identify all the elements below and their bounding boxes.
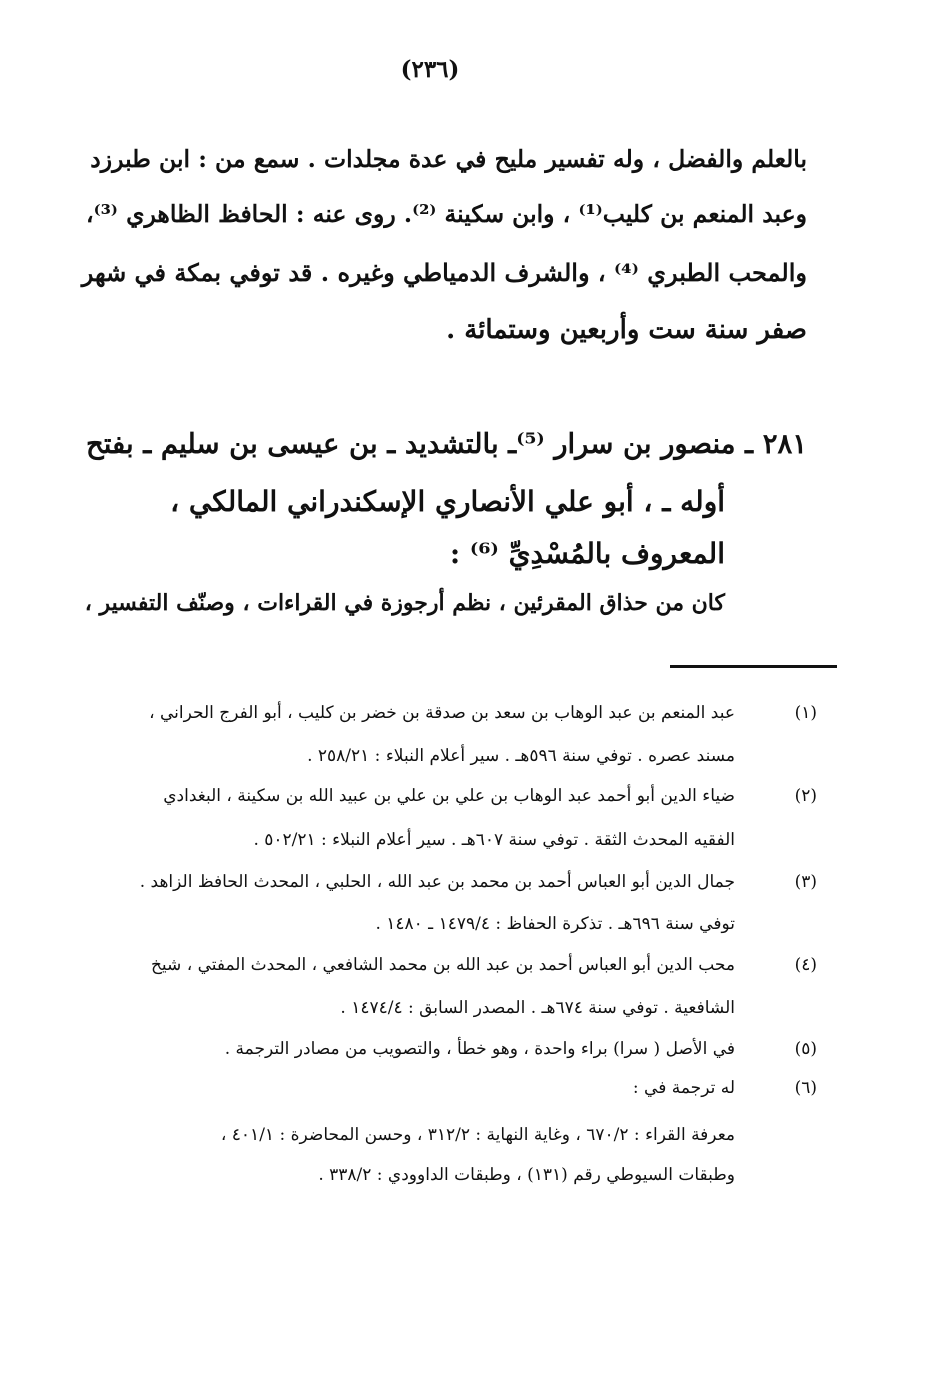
footnote-line: توفي سنة ٦٩٦هـ . تذكرة الحفاظ : ١٤٧٩/٤ ـ ١٤٨٠ .: [375, 914, 735, 934]
entry-heading-line-2: أوله ـ ، أبو علي الأنصاري الإسكندراني المالكي ،: [170, 485, 725, 518]
footnote-number: (٣): [794, 872, 817, 892]
body-line-2: وعبد المنعم بن كليب⁽¹⁾ ، وابن سكينة ⁽²⁾. روى عنه : الحافظ الظاهري ⁽³⁾،: [86, 200, 807, 228]
footnote-number: (٦): [794, 1078, 817, 1098]
entry-heading-line-1: ٢٨١ ـ منصور بن سرار ⁽⁵⁾ـ بالتشديد ـ بن عيسى بن سليم ـ بفتح: [86, 428, 807, 460]
footnote-line: له ترجمة في :: [632, 1078, 735, 1098]
body-line-4: صفر سنة ست وأربعين وستمائة .: [446, 315, 807, 345]
footnote-number: (١): [794, 703, 817, 723]
page-number: (٢٣٦): [400, 56, 460, 83]
footnote-line: الفقيه المحدث الثقة . توفي سنة ٦٠٧هـ . سير أعلام النبلاء : ٥٠٢/٢١ .: [253, 830, 735, 850]
footnote-number: (٢): [794, 786, 817, 806]
footnote-line: ضياء الدين أبو أحمد عبد الوهاب بن علي بن علي بن عبيد الله بن سكينة ، البغدادي: [163, 786, 735, 806]
footnote-line: محب الدين أبو العباس أحمد بن عبد الله بن محمد الشافعي ، المحدث المفتي ، شيخ: [150, 955, 735, 975]
footnote-line: الشافعية . توفي سنة ٦٧٤هـ . المصدر السابق : ١٤٧٤/٤ .: [340, 998, 735, 1018]
footnote-line: مسند عصره . توفي سنة ٥٩٦هـ . سير أعلام النبلاء : ٢٥٨/٢١ .: [307, 746, 735, 766]
footnote-number: (٥): [794, 1039, 817, 1059]
footnote-line: جمال الدين أبو العباس أحمد بن محمد بن عبد الله ، الحلبي ، المحدث الحافظ الزاهد .: [139, 872, 735, 892]
body-line-1: بالعلم والفضل ، وله تفسير مليح في عدة مجلدات . سمع من : ابن طبرزد: [90, 145, 807, 173]
footnote-line: وطبقات السيوطي رقم (١٣١) ، وطبقات الداوودي : ٣٣٨/٢ .: [318, 1165, 735, 1185]
body-line-3: والمحب الطبري ⁽⁴⁾ ، والشرف الدمياطي وغيره . قد توفي بمكة في شهر: [81, 258, 807, 287]
footnote-divider: [670, 665, 837, 668]
footnote-line: معرفة القراء : ٦٧٠/٢ ، وغاية النهاية : ٣١٢/٢ ، وحسن المحاضرة : ٤٠١/١ ،: [220, 1125, 735, 1145]
footnote-line: عبد المنعم بن عبد الوهاب بن سعد بن صدقة بن خضر بن كليب ، أبو الفرج الحراني ،: [149, 703, 735, 723]
footnote-number: (٤): [794, 955, 817, 975]
entry-body-line: كان من حذاق المقرئين ، نظم أرجوزة في القراءات ، وصنّف التفسير ،: [84, 590, 725, 616]
entry-heading-line-3: المعروف بالمُسْدِيِّ ⁽⁶⁾ :: [449, 537, 725, 570]
footnote-line: في الأصل ( سرا) براء واحدة ، وهو خطأ ، والتصويب من مصادر الترجمة .: [224, 1039, 735, 1059]
